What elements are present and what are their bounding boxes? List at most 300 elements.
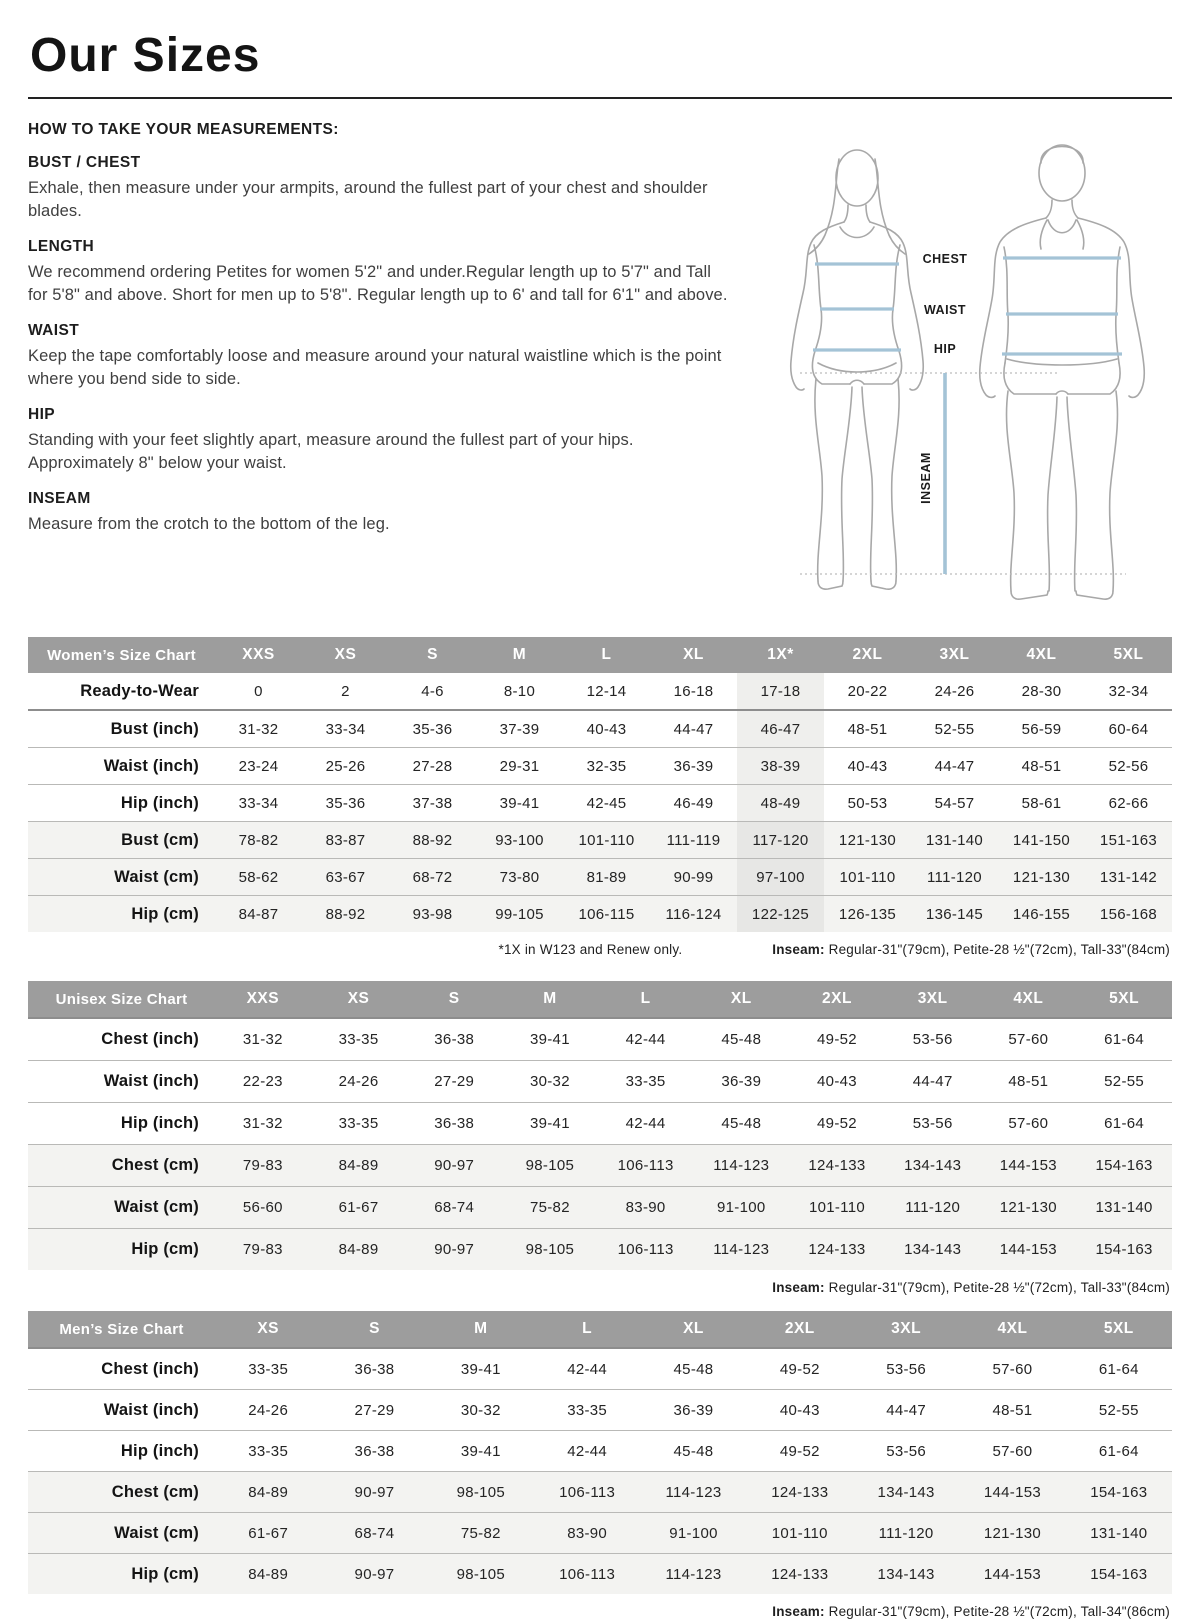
row-label: Bust (cm) [28, 822, 215, 859]
size-cell: 48-51 [824, 710, 911, 748]
size-cell: 146-155 [998, 896, 1085, 933]
section-text-waist: Keep the tape comfortably loose and measure around your natural waistline which is the point where you bend side to side. [28, 347, 722, 388]
size-cell: 154-163 [1066, 1472, 1172, 1513]
womens-footnotes [28, 942, 1170, 957]
size-cell: 45-48 [693, 1103, 789, 1145]
size-cell: 24-26 [934, 682, 975, 700]
size-cell: 54-57 [911, 785, 998, 822]
size-column-header: S [321, 1311, 427, 1348]
size-cell: 23-24 [215, 748, 302, 785]
size-cell: 56-60 [215, 1187, 311, 1229]
row-label: Hip (inch) [28, 785, 215, 822]
size-cell: 33-35 [311, 1018, 407, 1061]
size-cell: 144-153 [981, 1145, 1077, 1187]
size-cell: 121-130 [981, 1187, 1077, 1229]
row-label: Hip (cm) [28, 896, 215, 933]
size-column-header: XS [311, 981, 407, 1018]
size-cell: 57-60 [959, 1348, 1065, 1390]
size-cell: 32-35 [563, 748, 650, 785]
size-cell: 36-39 [640, 1390, 746, 1431]
size-cell: 151-163 [1085, 822, 1172, 859]
size-column-header: 5XL [1085, 637, 1172, 673]
size-row [28, 785, 1172, 822]
size-cell: 106-113 [534, 1554, 640, 1595]
size-cell: 79-83 [215, 1145, 311, 1187]
size-cell: 124-133 [747, 1554, 853, 1595]
size-cell: 88-92 [302, 896, 389, 933]
size-cell: 98-105 [428, 1472, 534, 1513]
table-title: Men’s Size Chart [28, 1311, 215, 1348]
size-cell: 53-56 [853, 1431, 959, 1472]
size-cell: 30-32 [502, 1061, 598, 1103]
size-row [28, 1103, 1172, 1145]
size-cell: 101-110 [789, 1187, 885, 1229]
size-row [28, 1390, 1172, 1431]
size-cell: 48-51 [998, 748, 1085, 785]
size-cell: 30-32 [428, 1390, 534, 1431]
size-cell: 32-34 [1108, 682, 1149, 700]
size-column-header: M [502, 981, 598, 1018]
size-cell: 144-153 [959, 1554, 1065, 1595]
size-cell: 58-62 [215, 859, 302, 896]
row-label: Bust (inch) [28, 710, 215, 748]
size-cell: 114-123 [693, 1229, 789, 1271]
size-cell: 131-140 [1066, 1513, 1172, 1554]
size-cell: 91-100 [693, 1187, 789, 1229]
size-cell: 111-120 [911, 859, 998, 896]
size-column-header: 3XL [853, 1311, 959, 1348]
womens-footnote-inseam [772, 942, 1170, 957]
size-cell: 53-56 [885, 1018, 981, 1061]
row-label: Waist (cm) [28, 859, 215, 896]
size-cell: 16-18 [673, 682, 714, 700]
size-cell: 131-142 [1085, 859, 1172, 896]
size-cell: 39-41 [502, 1018, 598, 1061]
size-cell: 131-140 [911, 822, 998, 859]
size-cell: 61-67 [311, 1187, 407, 1229]
size-cell: 31-32 [215, 1018, 311, 1061]
size-cell: 141-150 [998, 822, 1085, 859]
size-cell: 90-97 [406, 1229, 502, 1271]
size-row [28, 1018, 1172, 1061]
size-column-header: 4XL [998, 637, 1085, 673]
size-cell: 48-51 [981, 1061, 1077, 1103]
size-cell: 131-140 [1076, 1187, 1172, 1229]
size-cell: 81-89 [563, 859, 650, 896]
mens-footnote-inseam [772, 1604, 1170, 1619]
table-title: Women’s Size Chart [28, 637, 215, 673]
size-row [28, 1513, 1172, 1554]
size-cell: 35-36 [389, 710, 476, 748]
size-cell: 57-60 [981, 1103, 1077, 1145]
row-label: Hip (inch) [28, 1431, 215, 1472]
size-cell: 90-97 [406, 1145, 502, 1187]
size-cell: 39-41 [428, 1348, 534, 1390]
size-cell: 98-105 [428, 1554, 534, 1595]
size-cell: 49-52 [789, 1018, 885, 1061]
size-cell: 33-35 [215, 1431, 321, 1472]
row-label: Waist (inch) [28, 748, 215, 785]
unisex-footnotes [28, 1280, 1170, 1295]
size-cell: 116-124 [650, 896, 737, 933]
page-title: Our Sizes [30, 29, 261, 82]
size-column-header: XXS [215, 637, 302, 673]
size-cell: 75-82 [502, 1187, 598, 1229]
size-cell: 33-35 [215, 1348, 321, 1390]
size-cell: 40-43 [789, 1061, 885, 1103]
size-cell: 35-36 [302, 785, 389, 822]
row-label: Ready-to-Wear [80, 681, 199, 700]
size-cell: 61-64 [1066, 1348, 1172, 1390]
size-cell: 93-98 [389, 896, 476, 933]
size-cell: 36-38 [321, 1348, 427, 1390]
size-cell: 36-39 [650, 748, 737, 785]
size-cell: 106-113 [598, 1145, 694, 1187]
inseam-footnote-text: Regular-31"(79cm), Petite-28 ½"(72cm), Tall-34"(86cm) [824, 1604, 1170, 1619]
measurement-instructions [28, 121, 748, 545]
size-cell: 114-123 [693, 1145, 789, 1187]
size-cell: 60-64 [1085, 710, 1172, 748]
size-cell: 46-47 [737, 710, 824, 748]
size-cell: 53-56 [853, 1348, 959, 1390]
size-cell: 111-120 [853, 1513, 959, 1554]
how-to-heading: HOW TO TAKE YOUR MEASUREMENTS: [28, 121, 339, 138]
womens-footnote-1x: *1X in W123 and Renew only. [498, 942, 683, 957]
size-cell: 49-52 [789, 1103, 885, 1145]
row-label: Chest (inch) [28, 1348, 215, 1390]
size-cell: 111-119 [650, 822, 737, 859]
size-row [28, 748, 1172, 785]
size-column-header: 5XL [1066, 1311, 1172, 1348]
size-cell: 42-44 [534, 1348, 640, 1390]
mens-size-chart [28, 1311, 1172, 1594]
size-column-header: 2XL [789, 981, 885, 1018]
size-cell: 88-92 [389, 822, 476, 859]
title-divider [28, 97, 1172, 99]
size-column-header: 4XL [981, 981, 1077, 1018]
table-header-row [28, 981, 1172, 1018]
table-header-row [28, 1311, 1172, 1348]
size-cell: 45-48 [693, 1018, 789, 1061]
size-cell: 134-143 [853, 1472, 959, 1513]
size-cell: 25-26 [302, 748, 389, 785]
size-cell: 124-133 [789, 1229, 885, 1271]
size-cell: 52-56 [1085, 748, 1172, 785]
size-cell: 83-90 [598, 1187, 694, 1229]
size-row [28, 1472, 1172, 1513]
size-cell: 27-29 [321, 1390, 427, 1431]
size-table [28, 637, 1172, 932]
size-cell: 52-55 [1066, 1390, 1172, 1431]
size-cell: 106-113 [534, 1472, 640, 1513]
size-cell: 39-41 [476, 785, 563, 822]
size-cell: 36-39 [693, 1061, 789, 1103]
size-column-header: XL [650, 637, 737, 673]
size-cell: 98-105 [502, 1229, 598, 1271]
size-cell: 44-47 [911, 748, 998, 785]
size-cell: 4-6 [421, 682, 444, 700]
size-cell: 79-83 [215, 1229, 311, 1271]
size-cell: 50-53 [824, 785, 911, 822]
size-row [28, 1187, 1172, 1229]
size-cell: 27-29 [406, 1061, 502, 1103]
size-cell: 121-130 [824, 822, 911, 859]
inseam-footnote-label: Inseam: [772, 1280, 825, 1295]
section-heading-hip: HIP [28, 406, 56, 423]
size-cell: 31-32 [215, 710, 302, 748]
section-text-bust-chest: Exhale, then measure under your armpits, around the fullest part of your chest and shoulder blades. [28, 179, 708, 220]
size-row [28, 1348, 1172, 1390]
size-cell: 40-43 [824, 748, 911, 785]
row-label: Chest (inch) [28, 1018, 215, 1061]
size-cell: 28-30 [1021, 682, 1062, 700]
size-cell: 90-99 [650, 859, 737, 896]
size-cell: 121-130 [998, 859, 1085, 896]
inseam-footnote-label: Inseam: [772, 1604, 825, 1619]
size-cell: 20-22 [847, 682, 888, 700]
size-cell: 27-28 [389, 748, 476, 785]
size-column-header: 4XL [959, 1311, 1065, 1348]
size-cell: 75-82 [428, 1513, 534, 1554]
female-figure-icon [791, 150, 924, 589]
size-cell: 114-123 [640, 1554, 746, 1595]
size-cell: 61-64 [1076, 1018, 1172, 1061]
size-cell: 134-143 [853, 1554, 959, 1595]
size-column-header: 2XL [824, 637, 911, 673]
size-cell: 44-47 [853, 1390, 959, 1431]
size-cell: 33-34 [302, 710, 389, 748]
size-cell: 22-23 [215, 1061, 311, 1103]
size-cell: 49-52 [747, 1348, 853, 1390]
size-row [28, 673, 1172, 710]
size-cell: 52-55 [1076, 1061, 1172, 1103]
size-cell: 8-10 [503, 682, 536, 700]
size-cell: 39-41 [428, 1431, 534, 1472]
size-cell: 44-47 [885, 1061, 981, 1103]
section-text-hip: Standing with your feet slightly apart, measure around the fullest part of your hips. Approximately 8" below your waist. [28, 431, 634, 472]
size-column-header: XL [693, 981, 789, 1018]
size-cell: 40-43 [563, 710, 650, 748]
inseam-footnote-text: Regular-31"(79cm), Petite-28 ½"(72cm), Tall-33"(84cm) [824, 942, 1170, 957]
size-column-header: XL [640, 1311, 746, 1348]
size-cell: 42-44 [598, 1018, 694, 1061]
size-row [28, 1431, 1172, 1472]
size-cell: 29-31 [476, 748, 563, 785]
size-cell: 154-163 [1076, 1145, 1172, 1187]
table-header-row [28, 637, 1172, 673]
size-cell: 136-145 [911, 896, 998, 933]
male-figure-icon [980, 145, 1145, 599]
inseam-footnote-label: Inseam: [772, 942, 825, 957]
size-row [28, 1061, 1172, 1103]
unisex-size-chart [28, 981, 1172, 1270]
size-cell: 61-64 [1076, 1103, 1172, 1145]
size-cell: 83-87 [302, 822, 389, 859]
size-row [28, 1229, 1172, 1271]
size-cell: 73-80 [476, 859, 563, 896]
size-cell: 84-89 [311, 1229, 407, 1271]
size-cell: 101-110 [563, 822, 650, 859]
size-row [28, 1145, 1172, 1187]
measurement-diagram [752, 121, 1172, 601]
size-cell: 33-34 [215, 785, 302, 822]
size-cell: 33-35 [598, 1061, 694, 1103]
size-column-header: M [428, 1311, 534, 1348]
row-label: Chest (cm) [28, 1472, 215, 1513]
size-cell: 154-163 [1066, 1554, 1172, 1595]
size-cell: 90-97 [321, 1554, 427, 1595]
womens-size-chart [28, 637, 1172, 932]
size-cell: 42-44 [598, 1103, 694, 1145]
size-column-header: L [598, 981, 694, 1018]
size-column-header: S [406, 981, 502, 1018]
size-cell: 106-115 [563, 896, 650, 933]
size-table [28, 981, 1172, 1270]
size-cell: 46-49 [650, 785, 737, 822]
size-column-header: 5XL [1076, 981, 1172, 1018]
size-cell: 33-35 [534, 1390, 640, 1431]
size-cell: 78-82 [215, 822, 302, 859]
row-label: Waist (cm) [28, 1187, 215, 1229]
size-column-header: XXS [215, 981, 311, 1018]
inseam-footnote-text: Regular-31"(79cm), Petite-28 ½"(72cm), Tall-33"(84cm) [824, 1280, 1170, 1295]
size-cell: 24-26 [215, 1390, 321, 1431]
size-cell: 42-44 [534, 1431, 640, 1472]
size-cell: 48-51 [959, 1390, 1065, 1431]
section-heading-inseam: INSEAM [28, 490, 91, 507]
size-cell: 144-153 [981, 1229, 1077, 1271]
size-cell: 124-133 [747, 1472, 853, 1513]
size-cell: 117-120 [737, 822, 824, 859]
chest-label: CHEST [922, 252, 968, 266]
size-cell: 101-110 [747, 1513, 853, 1554]
section-text-inseam: Measure from the crotch to the bottom of the leg. [28, 515, 390, 533]
size-cell: 156-168 [1085, 896, 1172, 933]
size-cell: 36-38 [321, 1431, 427, 1472]
row-label: Waist (inch) [28, 1061, 215, 1103]
size-column-header: L [563, 637, 650, 673]
size-cell: 0 [254, 682, 263, 700]
size-cell: 154-163 [1076, 1229, 1172, 1271]
size-column-header: M [476, 637, 563, 673]
size-cell: 53-56 [885, 1103, 981, 1145]
size-cell: 45-48 [640, 1348, 746, 1390]
size-cell: 84-89 [215, 1554, 321, 1595]
size-cell: 99-105 [476, 896, 563, 933]
size-cell: 49-52 [747, 1431, 853, 1472]
size-cell: 84-87 [215, 896, 302, 933]
size-column-header: XS [215, 1311, 321, 1348]
size-cell: 58-61 [998, 785, 1085, 822]
measurements-section [28, 121, 1172, 601]
size-cell: 38-39 [737, 748, 824, 785]
size-cell: 45-48 [640, 1431, 746, 1472]
row-label: Hip (inch) [28, 1103, 215, 1145]
size-column-header: L [534, 1311, 640, 1348]
size-cell: 12-14 [586, 682, 627, 700]
size-cell: 61-64 [1066, 1431, 1172, 1472]
size-row [28, 896, 1172, 933]
size-cell: 101-110 [824, 859, 911, 896]
size-cell: 122-125 [737, 896, 824, 933]
section-heading-length: LENGTH [28, 238, 95, 255]
table-title: Unisex Size Chart [28, 981, 215, 1018]
size-cell: 124-133 [789, 1145, 885, 1187]
size-cell: 63-67 [302, 859, 389, 896]
size-cell: 84-89 [311, 1145, 407, 1187]
size-table [28, 1311, 1172, 1594]
section-text-length: We recommend ordering Petites for women 5'2" and under.Regular length up to 5'7" and Tall for 5'8" and above. Short for men up to 5'8". Regular length up to 6' and tall for 6'1" and above. [28, 263, 728, 304]
size-cell: 126-135 [824, 896, 911, 933]
size-cell: 114-123 [640, 1472, 746, 1513]
size-column-header: S [389, 637, 476, 673]
size-cell: 24-26 [311, 1061, 407, 1103]
size-cell: 48-49 [737, 785, 824, 822]
inseam-label: INSEAM [919, 452, 933, 504]
size-cell: 93-100 [476, 822, 563, 859]
size-row [28, 859, 1172, 896]
size-column-header: 3XL [911, 637, 998, 673]
size-cell: 42-45 [563, 785, 650, 822]
size-row [28, 1554, 1172, 1595]
size-cell: 83-90 [534, 1513, 640, 1554]
size-cell: 68-72 [389, 859, 476, 896]
size-cell: 98-105 [502, 1145, 598, 1187]
size-cell: 37-39 [476, 710, 563, 748]
row-label: Chest (cm) [28, 1145, 215, 1187]
size-cell: 68-74 [406, 1187, 502, 1229]
size-cell: 57-60 [981, 1018, 1077, 1061]
size-cell: 39-41 [502, 1103, 598, 1145]
size-cell: 90-97 [321, 1472, 427, 1513]
size-cell: 97-100 [737, 859, 824, 896]
size-row [28, 822, 1172, 859]
size-cell: 52-55 [911, 710, 998, 748]
size-cell: 106-113 [598, 1229, 694, 1271]
size-cell: 61-67 [215, 1513, 321, 1554]
section-heading-bust-chest: BUST / CHEST [28, 154, 141, 171]
size-cell: 144-153 [959, 1472, 1065, 1513]
size-cell: 2 [341, 682, 350, 700]
size-cell: 17-18 [737, 673, 824, 710]
row-label: Hip (cm) [28, 1554, 215, 1595]
size-column-header: 3XL [885, 981, 981, 1018]
size-cell: 40-43 [747, 1390, 853, 1431]
row-label: Hip (cm) [28, 1229, 215, 1271]
size-cell: 33-35 [311, 1103, 407, 1145]
size-cell: 31-32 [215, 1103, 311, 1145]
waist-label: WAIST [923, 303, 967, 317]
size-cell: 134-143 [885, 1229, 981, 1271]
size-cell: 111-120 [885, 1187, 981, 1229]
size-cell: 68-74 [321, 1513, 427, 1554]
unisex-footnote-inseam [772, 1280, 1170, 1295]
row-label: Waist (inch) [28, 1390, 215, 1431]
size-cell: 36-38 [406, 1018, 502, 1061]
size-row [28, 710, 1172, 748]
size-cell: 84-89 [215, 1472, 321, 1513]
size-column-header: 1X* [737, 637, 824, 673]
row-label: Waist (cm) [28, 1513, 215, 1554]
size-cell: 134-143 [885, 1145, 981, 1187]
size-cell: 91-100 [640, 1513, 746, 1554]
size-cell: 121-130 [959, 1513, 1065, 1554]
size-cell: 37-38 [389, 785, 476, 822]
size-cell: 57-60 [959, 1431, 1065, 1472]
size-cell: 36-38 [406, 1103, 502, 1145]
section-heading-waist: WAIST [28, 322, 80, 339]
size-column-header: 2XL [747, 1311, 853, 1348]
